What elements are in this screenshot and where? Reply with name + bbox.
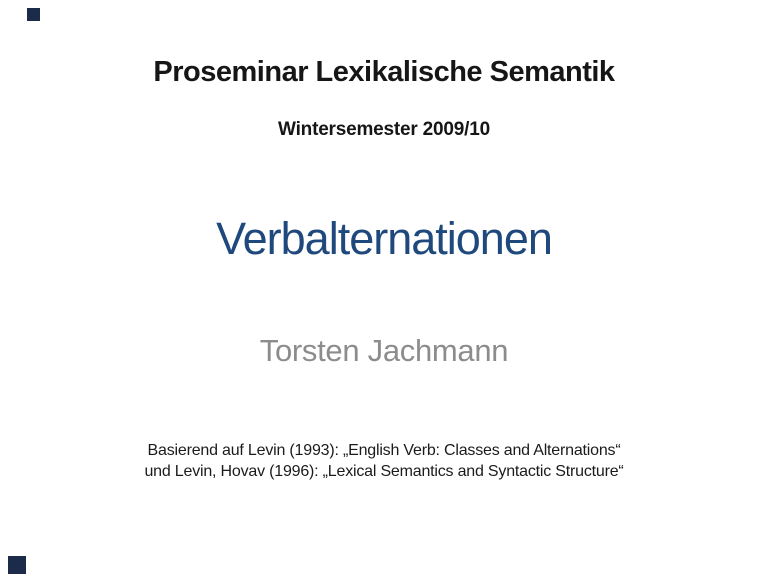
course-title: Proseminar Lexikalische Semantik bbox=[153, 56, 615, 88]
semester-subtitle: Wintersemester 2009/10 bbox=[278, 119, 490, 140]
corner-mark-top-left bbox=[27, 8, 40, 21]
author-name: Torsten Jachmann bbox=[259, 333, 509, 368]
slide-title: Verbalternationen bbox=[216, 213, 552, 264]
reference-line-1: Basierend auf Levin (1993): „English Verb: Classes and Alternations“ bbox=[147, 442, 621, 459]
reference-line-2: und Levin, Hovav (1996): „Lexical Semantics and Syntactic Structure“ bbox=[144, 463, 624, 480]
corner-mark-bottom-left bbox=[8, 556, 26, 574]
reference-note bbox=[0, 440, 768, 482]
